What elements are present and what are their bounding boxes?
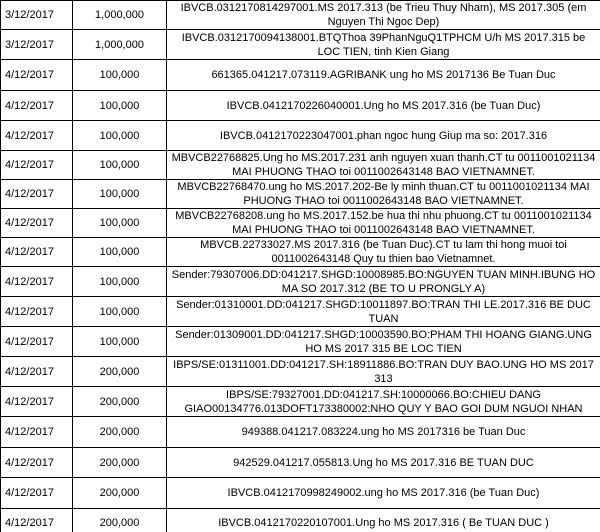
date-cell[interactable]: 4/12/2017 <box>1 357 73 387</box>
table-row <box>1 30 600 60</box>
date-cell[interactable]: 4/12/2017 <box>1 327 73 357</box>
table-row <box>1 238 600 267</box>
date-cell[interactable]: 4/12/2017 <box>1 267 73 297</box>
table-row <box>1 180 600 209</box>
table-row <box>1 357 600 387</box>
amount-cell[interactable]: 200,000 <box>73 509 167 532</box>
description-cell[interactable]: MBVCB.22733027.MS 2017.316 (be Tuan Duc).CT tu lam thi hong muoi toi 0011002643148 Quy tu thien bao Vietnamnet. <box>167 238 600 267</box>
amount-cell[interactable]: 100,000 <box>73 327 167 357</box>
table-row <box>1 209 600 238</box>
date-cell[interactable]: 4/12/2017 <box>1 238 73 267</box>
description-cell[interactable]: MBVCB22768825.Ung ho MS.2017.231 anh nguyen xuan thanh.CT tu 0011001021134 MAI PHUONG THAO toi 0011002643148 BAO VIETNAMNET. <box>167 151 600 180</box>
amount-cell[interactable]: 100,000 <box>73 121 167 151</box>
description-cell[interactable]: 949388.041217.083224.ung ho MS 2017316 be Tuan Duc <box>167 417 600 448</box>
date-cell[interactable]: 3/12/2017 <box>1 1 73 30</box>
table-row <box>1 91 600 121</box>
table-row <box>1 387 600 417</box>
date-cell[interactable]: 4/12/2017 <box>1 60 73 91</box>
description-cell[interactable]: IBVCB.0412170998249002.ung ho MS 2017.316 (be Tuan Duc) <box>167 478 600 509</box>
date-cell[interactable]: 4/12/2017 <box>1 478 73 509</box>
description-cell[interactable]: IBPS/SE:01311001.DD:041217.SH:18911886.BO:TRAN DUY BAO.UNG HO MS 2017 313 <box>167 357 600 387</box>
date-cell[interactable]: 4/12/2017 <box>1 91 73 121</box>
description-cell[interactable]: Sender:79307006.DD:041217.SHGD:10008985.BO:NGUYEN TUAN MINH.IBUNG HO MA SO 2017.312 (BE TO U PRONGLY A) <box>167 267 600 297</box>
table-row <box>1 121 600 151</box>
amount-cell[interactable]: 100,000 <box>73 91 167 121</box>
amount-cell[interactable]: 1,000,000 <box>73 30 167 60</box>
description-cell[interactable]: IBVCB.0312170814297001.MS 2017.313 (be Trieu Thuy Nham), MS 2017.305 (em Nguyen Thi Ngoc Dep) <box>167 1 600 30</box>
table-row <box>1 327 600 357</box>
table-row <box>1 60 600 91</box>
amount-cell[interactable]: 200,000 <box>73 387 167 417</box>
description-cell[interactable]: 661365.041217.073119.AGRIBANK ung ho MS 2017136 Be Tuan Duc <box>167 60 600 91</box>
date-cell[interactable]: 4/12/2017 <box>1 509 73 532</box>
table-row <box>1 297 600 327</box>
date-cell[interactable]: 4/12/2017 <box>1 151 73 180</box>
table-row <box>1 1 600 30</box>
description-cell[interactable]: IBVCB.0412170220107001.Ung ho MS 2017.316 ( Be TUAN DUC ) <box>167 509 600 532</box>
description-cell[interactable]: IBVCB.0412170223047001.phan ngoc hung Giup ma so: 2017.316 <box>167 121 600 151</box>
table-row <box>1 509 600 532</box>
description-cell[interactable]: Sender:01310001.DD:041217.SHGD:10011897.BO:TRAN THI LE.2017.316 BE DUC TUAN <box>167 297 600 327</box>
description-cell[interactable]: IBPS/SE:79327001.DD:041217.SH:10000066.BO:CHIEU DANG GIAO00134776.013DOFT173380002:NHO QUY Y BAO GOI DUM NGUOI NHAN <box>167 387 600 417</box>
description-cell[interactable]: IBVCB.0412170226040001.Ung ho MS 2017.316 (be Tuan Duc) <box>167 91 600 121</box>
amount-cell[interactable]: 100,000 <box>73 297 167 327</box>
date-cell[interactable]: 4/12/2017 <box>1 121 73 151</box>
amount-cell[interactable]: 200,000 <box>73 448 167 478</box>
date-cell[interactable]: 4/12/2017 <box>1 297 73 327</box>
description-cell[interactable]: 942529.041217.055813.Ung ho MS 2017.316 BE TUAN DUC <box>167 448 600 478</box>
description-cell[interactable]: IBVCB.0312170094138001.BTQThoa 39PhanNguQ1TPHCM U/h MS 2017.315 be LOC TIEN, tinh Kien Giang <box>167 30 600 60</box>
table-row <box>1 267 600 297</box>
amount-cell[interactable]: 200,000 <box>73 417 167 448</box>
amount-cell[interactable]: 200,000 <box>73 357 167 387</box>
date-cell[interactable]: 4/12/2017 <box>1 387 73 417</box>
date-cell[interactable]: 4/12/2017 <box>1 180 73 209</box>
table-row <box>1 151 600 180</box>
date-cell[interactable]: 3/12/2017 <box>1 30 73 60</box>
date-cell[interactable]: 4/12/2017 <box>1 448 73 478</box>
date-cell[interactable]: 4/12/2017 <box>1 417 73 448</box>
amount-cell[interactable]: 1,000,000 <box>73 1 167 30</box>
date-cell[interactable]: 4/12/2017 <box>1 209 73 238</box>
table-row <box>1 417 600 448</box>
description-cell[interactable]: Sender:01309001.DD:041217.SHGD:10003590.BO:PHAM THI HOANG GIANG.UNG HO MS 2017 315 BE LOC TIEN <box>167 327 600 357</box>
table-row <box>1 478 600 509</box>
amount-cell[interactable]: 100,000 <box>73 151 167 180</box>
table-row <box>1 448 600 478</box>
amount-cell[interactable]: 200,000 <box>73 478 167 509</box>
description-cell[interactable]: MBVCB22768470.ung ho MS.2017.202-Be ly minh thuan.CT tu 0011001021134 MAI PHUONG THAO toi 0011002643148 BAO VIETNAMNET. <box>167 180 600 209</box>
amount-cell[interactable]: 100,000 <box>73 180 167 209</box>
amount-cell[interactable]: 100,000 <box>73 60 167 91</box>
amount-cell[interactable]: 100,000 <box>73 209 167 238</box>
amount-cell[interactable]: 100,000 <box>73 267 167 297</box>
description-cell[interactable]: MBVCB22768208.ung ho MS.2017.152.be hua thi nhu phuong.CT tu 0011001021134 MAI PHUONG THAO toi 0011002643148 BAO VIETNAMNET. <box>167 209 600 238</box>
amount-cell[interactable]: 100,000 <box>73 238 167 267</box>
